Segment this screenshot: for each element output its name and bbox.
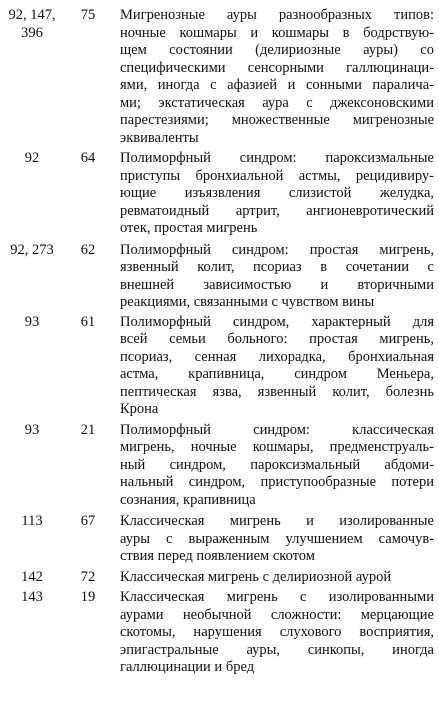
description-line: эквиваленты: [120, 129, 199, 146]
description-line: Полиморфный синдром: пароксизмальные: [120, 150, 434, 166]
table-row: [0, 422, 439, 510]
description-line: ствия перед появлением скотом: [120, 548, 315, 564]
page-reference: 92, 273: [10, 241, 54, 258]
table-row: [0, 150, 439, 238]
page-reference: 92: [24, 150, 40, 166]
description-line: Мигренозные ауры разнообразных типов:: [120, 7, 434, 23]
page-reference: 142: [21, 568, 43, 585]
description-line: приступы бронхиальной астмы, рецидивиру-: [120, 167, 434, 184]
description-line: ющие изъязвления слизистой желудка,: [120, 185, 434, 201]
description-line: парестезиями; множественные мигренозные: [120, 112, 434, 128]
case-number: 64: [80, 150, 96, 166]
page-references: [0, 513, 64, 531]
description-line: ями, иногда с афазией и сонными паралича-: [120, 77, 434, 93]
description-line: Полиморфный синдром, характерный для: [120, 313, 434, 330]
case-description: [120, 513, 434, 566]
case-description: [120, 150, 434, 238]
page-reference: 113: [21, 513, 43, 529]
case-number: 62: [80, 241, 96, 258]
description-line: ночные кошмары и кошмары в бодрствую-: [120, 24, 434, 41]
table-row: [0, 242, 439, 312]
case-description: [120, 242, 434, 312]
page-reference: 93: [24, 313, 40, 330]
table-row: [0, 7, 439, 147]
description-line: эпигастральные ауры, синкопы, иногда: [120, 641, 434, 658]
description-line: ревматоидный артрит, ангионевротический: [120, 202, 434, 219]
description-line: Полиморфный синдром: классическая: [120, 421, 434, 438]
description-line: ауры с выраженным улучшением самочув-: [120, 530, 434, 547]
description-line: Полиморфный синдром: простая мигрень,: [120, 241, 434, 258]
description-line: псориаз, сенная лихорадка, бронхиальная: [120, 348, 434, 365]
description-line: язвенный колит, псориаз в сочетании с: [120, 259, 434, 275]
page-reference: 143: [21, 589, 43, 605]
description-line: пептическая язва, язвенный колит, болезнь: [120, 383, 434, 400]
case-description: [120, 314, 434, 419]
page-references: [0, 7, 64, 42]
description-line: реакциями, связанными с чувством вины: [120, 294, 375, 310]
description-line: всей семьи больного: простая мигрень,: [120, 331, 434, 347]
case-number: 19: [80, 589, 96, 605]
case-description: [120, 7, 434, 147]
page-references: [0, 150, 64, 168]
case-number: 21: [80, 421, 96, 438]
page-references: [0, 422, 64, 440]
description-line: внешней зависимостью и вторичными: [120, 276, 434, 293]
table-row: [0, 569, 439, 587]
description-line: Классическая мигрень с делириозной аурой: [120, 568, 392, 585]
description-line: Крона: [120, 401, 159, 417]
description-line: астма, крапивница, синдром Меньера,: [120, 366, 434, 382]
description-line: отек, простая мигрень: [120, 220, 258, 236]
description-line: нальный синдром, приступообразные потери: [120, 474, 434, 490]
page-references: [0, 569, 64, 587]
case-description: [120, 589, 434, 677]
description-line: аурами необычной сложности: мерцающие: [120, 606, 434, 623]
page-reference: 396: [21, 24, 43, 41]
page-reference: 93: [24, 421, 40, 438]
description-line: галлюцинации и бред: [120, 659, 255, 675]
page-references: [0, 589, 64, 607]
case-description: [120, 422, 434, 510]
description-line: мигрень, ночные кошмары, предменструаль-: [120, 439, 434, 455]
case-number: 72: [80, 568, 96, 585]
case-number: 75: [80, 7, 96, 23]
case-number: 61: [80, 313, 96, 330]
description-line: щем состоянии (делириозные ауры) со: [120, 42, 434, 58]
description-line: скотомы, нарушения слухового восприятия,: [120, 624, 434, 640]
table-row: [0, 589, 439, 677]
description-line: Классическая мигрень и изолированные: [120, 513, 434, 529]
description-line: Классическая мигрень с изолированными: [120, 589, 434, 605]
table-row: [0, 513, 439, 566]
page-reference: 92, 147,: [8, 7, 56, 23]
page-references: [0, 242, 64, 260]
description-line: ный синдром, пароксизмальный абдоми-: [120, 456, 434, 473]
description-line: ми; экстатическая аура с джексоновскими: [120, 94, 434, 111]
case-number: 67: [80, 513, 96, 529]
table-row: [0, 314, 439, 419]
case-description: [120, 569, 434, 587]
case-table: [0, 7, 439, 677]
description-line: сознания, крапивница: [120, 491, 256, 508]
page-references: [0, 314, 64, 332]
description-line: специфическими сенсорными галлюцинаци-: [120, 59, 434, 76]
